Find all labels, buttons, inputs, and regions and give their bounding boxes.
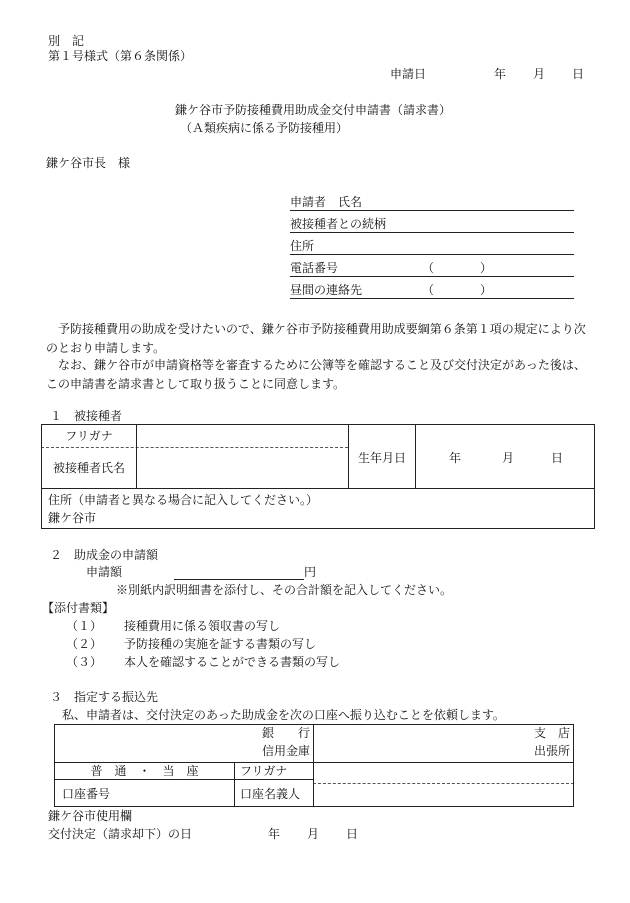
account-number-label: 口座番号	[62, 787, 111, 801]
attachment-text: 予防接種の実施を証する書類の写し	[124, 637, 317, 651]
address-field[interactable]	[290, 254, 574, 255]
account-holder-label: 口座名義人	[240, 787, 301, 801]
office-use-heading: 鎌ケ谷市使用欄	[48, 809, 133, 823]
recipient-address-note: 住所（申請者と異なる場合に記入してください。）	[48, 493, 319, 507]
daytime-paren-open: （	[422, 283, 435, 297]
attachment-text: 接種費用に係る領収書の写し	[124, 619, 281, 633]
decision-date-label: 交付決定（請求却下）の日	[48, 827, 193, 841]
section1-heading: １ 被接種者	[50, 409, 123, 423]
daytime-contact-field[interactable]	[290, 298, 574, 299]
applicant-name-field[interactable]	[290, 210, 574, 211]
form-number: 第１号様式（第６条関係）	[48, 49, 193, 63]
attachment-number: （１）	[66, 619, 103, 633]
holder-furigana-label: フリガナ	[240, 764, 288, 778]
account-holder-field[interactable]	[314, 785, 573, 805]
applicant-name-label: 申請者 氏名	[290, 195, 363, 209]
recipient-name-field[interactable]	[137, 448, 347, 487]
section3-heading: ３ 指定する振込先	[50, 690, 159, 704]
birth-day: 日	[551, 451, 564, 465]
address-label: 住所	[290, 239, 315, 253]
recipient-name-label: 被接種者氏名	[52, 461, 125, 475]
recipient-address-city: 鎌ケ谷市	[48, 511, 97, 525]
account-type-selector[interactable]: 普 通 ・ 当 座	[90, 764, 199, 778]
furigana-label: フリガナ	[65, 429, 113, 443]
phone-paren-open: （	[422, 261, 435, 275]
birth-year: 年	[449, 451, 462, 465]
daytime-contact-label: 昼間の連絡先	[290, 283, 363, 297]
daytime-paren-close: ）	[480, 283, 493, 297]
decision-year: 年	[268, 827, 281, 841]
annex-label: 別 記	[48, 34, 85, 48]
transfer-request-text: 私、申請者は、交付決定のあった助成金を次の口座へ振り込むことを依頼します。	[62, 708, 505, 722]
decision-month: 月	[307, 827, 320, 841]
birthdate-label: 生年月日	[357, 451, 406, 465]
date-year: 年	[494, 67, 507, 81]
bank-label: 銀 行	[261, 726, 310, 740]
amount-field[interactable]	[174, 579, 304, 580]
addressee: 鎌ケ谷市長 様	[46, 156, 131, 170]
attachments-heading: 【添付書類】	[42, 601, 115, 615]
recipient-address-field[interactable]	[110, 508, 590, 526]
phone-paren-close: ）	[480, 261, 493, 275]
yen-unit: 円	[304, 565, 317, 579]
document-subtitle: （Ａ類疾病に係る予防接種用）	[180, 121, 349, 135]
attachment-text: 本人を確認することができる書類の写し	[124, 655, 341, 669]
account-number-field[interactable]	[130, 781, 233, 805]
furigana-field[interactable]	[137, 425, 347, 447]
holder-furigana-field[interactable]	[314, 763, 573, 782]
section2-heading: ２ 助成金の申請額	[50, 548, 159, 562]
decision-day: 日	[346, 827, 359, 841]
sub-branch-label: 出張所	[533, 744, 570, 758]
document-title: 鎌ケ谷市予防接種費用助成金交付申請書（請求書）	[175, 103, 452, 117]
relation-field[interactable]	[290, 232, 574, 233]
attachment-number: （２）	[66, 637, 103, 651]
relation-label: 被接種者との続柄	[290, 217, 387, 231]
application-date-label: 申請日	[390, 67, 427, 81]
phone-field[interactable]	[290, 276, 574, 277]
date-month: 月	[533, 67, 546, 81]
consent-paragraph: なお、鎌ケ谷市が申請資格等を審査するために公簿等を確認すること及び交付決定があった後は、この申請書を請求書として取り扱うことに同意します。	[46, 358, 586, 391]
credit-union-label: 信用金庫	[261, 744, 310, 758]
amount-label: 申請額	[86, 565, 123, 579]
amount-note: ※別紙内訳明細書を添付し、その合計額を記入してください。	[116, 583, 453, 597]
branch-label: 支 店	[533, 726, 570, 740]
attachment-number: （３）	[66, 655, 103, 669]
birth-month: 月	[502, 451, 515, 465]
phone-label: 電話番号	[290, 261, 339, 275]
request-paragraph: 予防接種費用の助成を受けたいので、鎌ケ谷市予防接種費用助成要綱第６条第１項の規定により次のとおり申請します。	[46, 322, 586, 355]
date-day: 日	[572, 67, 585, 81]
